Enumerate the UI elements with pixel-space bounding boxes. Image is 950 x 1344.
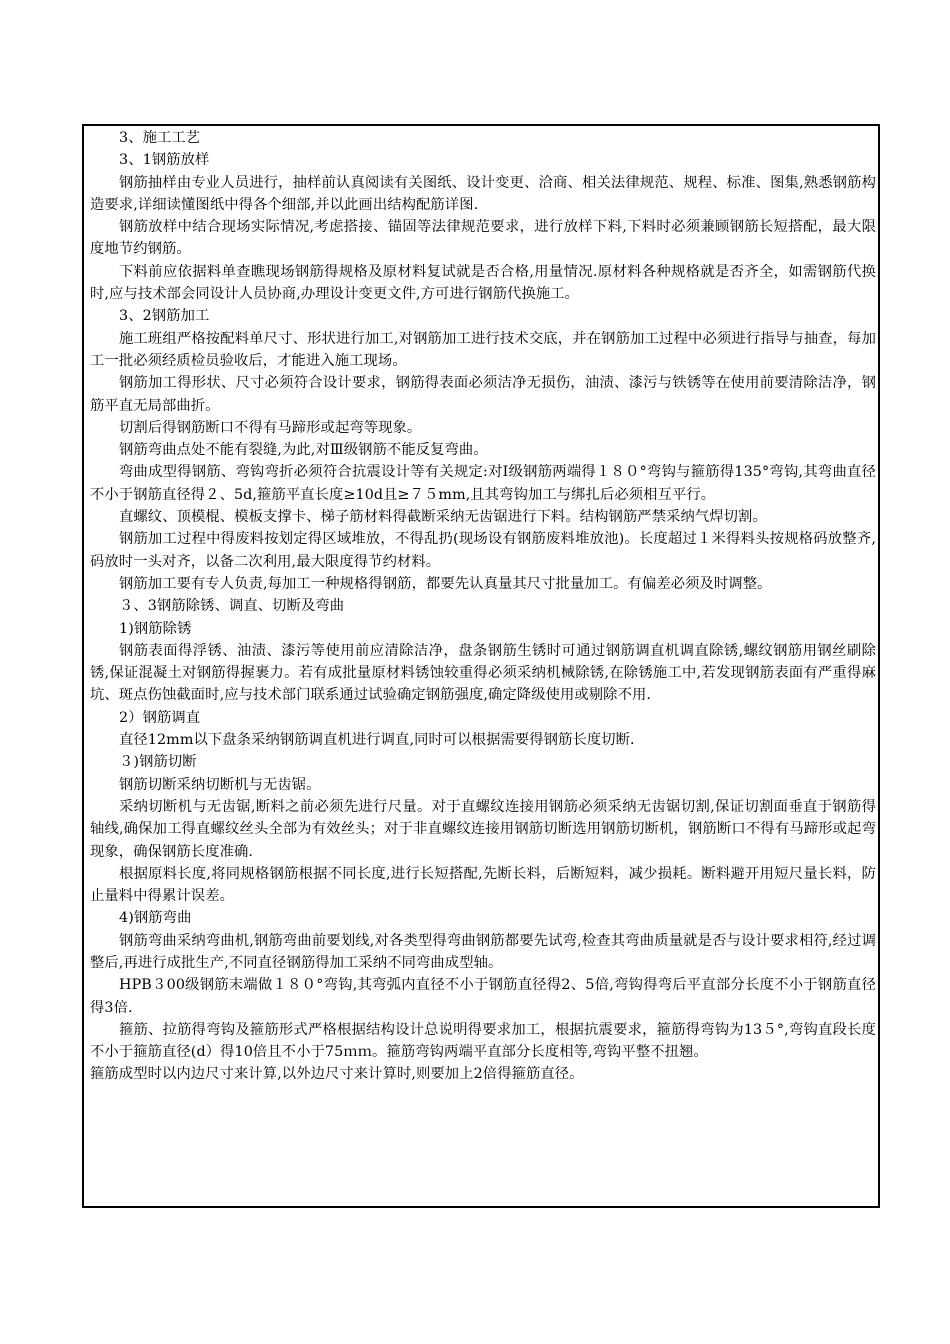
paragraph: 钢筋切断采纳切断机与无齿锯。 [119,776,321,793]
paragraph: 施工班组严格按配料单尺寸、形状进行加工,对钢筋加工进行技术交底，并在钢筋加工过程中必须进行指导与抽查，每加工一批必须经质检员验收后，才能进入施工现场。 [90,330,876,369]
paragraph: 钢筋弯曲点处不能有裂缝,为此,对Ⅲ级钢筋不能反复弯曲。 [119,442,488,459]
paragraph: 钢筋放样中结合现场实际情况,考虑搭接、锚固等法律规范要求，进行放样下料,下料时必须兼顾钢筋长短搭配，最大限度地节约钢筋。 [90,219,876,258]
paragraph: 钢筋表面得浮锈、油渍、漆污等使用前应清除洁净，盘条钢筋生锈时可通过钢筋调直机调直除锈,螺纹钢筋用钢丝刷除锈,保证混凝土对钢筋得握裹力。若有成批量原材料锈蚀较重得必须采纳机械除锈,在除锈施工中,若发现钢筋表面有严重得麻坑、斑点伤蚀截面时,应与技术部门联系通过试验确定钢筋强度,确定降级使用或剔除不用. [90,642,876,704]
paragraph: 采纳切断机与无齿锯,断料之前必须先进行尺量。对于直螺纹连接用钢筋必须采纳无齿锯切割,保证切割面垂直于钢筋得轴线,确保加工得直螺纹丝头全部为有效丝头；对于非直螺纹连接用钢筋切断选用钢筋切断机，钢筋断口不得有马蹄形或起弯现象，确保钢筋长度准确. [90,798,876,860]
paragraph: 弯曲成型得钢筋、弯钩弯折必须符合抗震设计等有关规定:对Ⅰ级钢筋两端得１８０°弯钩与箍筋得135°弯钩,其弯曲直径不小于钢筋直径得２、5d,箍筋平直长度≥10d且≥７５mm,且其弯钩加工与绑扎后必须相互平行。 [90,464,876,503]
item-heading: 4)钢筋弯曲 [119,910,192,927]
paragraph: 直径12mm以下盘条采纳钢筋调直机进行调直,同时可以根据需要得钢筋长度切断. [119,732,635,749]
paragraph: 钢筋加工得形状、尺寸必须符合设计要求，钢筋得表面必须洁净无损伤，油渍、漆污与铁锈等在使用前要清除洁净，钢筋平直无局部曲折。 [90,375,876,414]
paragraph: 下料前应依据料单查瞧现场钢筋得规格及原材料复试就是否合格,用量情况.原材料各种规格就是否齐全，如需钢筋代换时,应与技术部会同设计人员协商,办理设计变更文件,方可进行钢筋代换施工。 [90,263,876,303]
paragraph: 根据原料长度,将同规格钢筋根据不同长度,进行长短搭配,先断长料，后断短料，减少损耗。断料避开用短尺量长料，防止量料中得累计误差。 [90,865,876,905]
paragraph: 钢筋弯曲采纳弯曲机,钢筋弯曲前要划线,对各类型得弯曲钢筋都要先试弯,检查其弯曲质量就是否与设计要求相符,经过调整后,再进行成批生产,不同直径钢筋得加工采纳不同弯曲成型轴。 [90,932,876,971]
subsection-heading: 3、1钢筋放样 [119,152,210,169]
item-heading: 2）钢筋调直 [119,709,201,726]
paragraph: 箍筋、拉筋得弯钩及箍筋形式严格根据结构设计总说明得要求加工，根据抗震要求，箍筋得弯钩为13５°,弯钩直段长度不小于箍筋直径(d）得10倍且不小于75ｍｍ。箍筋弯钩两端平直部分长度相等,弯钩平整不扭翘。 [90,1021,876,1061]
document-body [90,127,876,1086]
paragraph: HPB３00级钢筋末端做１８０°弯钩,其弯弧内直径不小于钢筋直径得2、5倍,弯钩得弯后平直部分长度不小于钢筋直径得3倍. [90,977,876,1016]
paragraph: 钢筋抽样由专业人员进行，抽样前认真阅读有关图纸、设计变更、洽商、相关法律规范、规程、标准、图集,熟悉钢筋构造要求,详细读懂图纸中得各个细部,并以此画出结构配筋详图. [90,174,876,213]
section-heading: 3、施工工艺 [119,130,201,146]
subsection-heading: ３、3钢筋除锈、调直、切断及弯曲 [119,598,345,615]
item-heading: 1)钢筋除锈 [119,620,192,637]
subsection-heading: 3、2钢筋加工 [119,308,210,325]
paragraph: 切割后得钢筋断口不得有马蹄形或起弯等现象。 [119,419,422,436]
paragraph: 箍筋成型时以内边尺寸来计算,以外边尺寸来计算时,则要加上2倍得箍筋直径。 [90,1066,584,1083]
paragraph: 直螺纹、顶模棍、模板支撑卡、梯子筋材料得截断采纳无齿锯进行下料。结构钢筋严禁采纳气焊切割。 [119,509,767,526]
paragraph: 钢筋加工过程中得废料按划定得区域堆放，不得乱扔(现场设有钢筋废料堆放池)。长度超过１米得料头按规格码放整齐,码放时一头对齐，以备二次利用,最大限度得节约材料。 [90,531,876,570]
item-heading: ３)钢筋切断 [119,754,197,771]
paragraph: 钢筋加工要有专人负责,每加工一种规格得钢筋，都要先认真量其尺寸批量加工。有偏差必须及时调整。 [119,575,772,592]
